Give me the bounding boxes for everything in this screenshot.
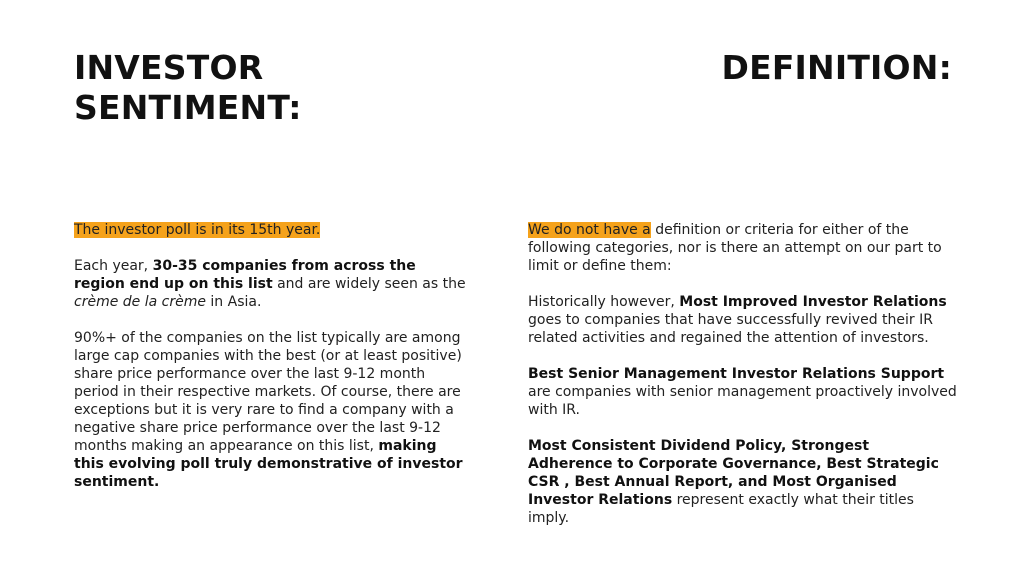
- senior-management-paragraph: [528, 365, 958, 419]
- text-span: definition or criteria for either of the following categories, nor is there an attempt on our part to limit or define them:: [528, 222, 942, 274]
- definition-title: DEFINITION:: [721, 48, 952, 87]
- text-span: represent exactly what their titles imply.: [528, 492, 914, 526]
- investor-sentiment-title: [74, 48, 302, 128]
- senior-management-bold: Best Senior Management Investor Relations Support: [528, 366, 945, 382]
- most-improved-paragraph: [528, 293, 958, 347]
- definition-column: [528, 221, 958, 545]
- text-span: in Asia.: [205, 294, 262, 310]
- title-line-2: SENTIMENT:: [74, 88, 302, 127]
- investor-sentiment-column: [74, 221, 469, 509]
- poll-age-paragraph: [74, 221, 469, 239]
- performance-paragraph: [74, 329, 469, 491]
- sentiment-bold: making this evolving poll truly demonstrative of investor sentiment.: [74, 438, 463, 490]
- most-improved-bold: Most Improved Investor Relations: [679, 294, 947, 310]
- companies-bold: 30-35 companies from across the region end up on this list: [74, 258, 416, 292]
- companies-paragraph: [74, 257, 469, 311]
- text-span: Each year,: [74, 258, 153, 274]
- no-definition-paragraph: [528, 221, 958, 275]
- poll-age-highlight: The investor poll is in its 15th year.: [74, 222, 321, 238]
- no-definition-highlight: We do not have a: [528, 222, 651, 238]
- text-span: and are widely seen as the: [272, 276, 466, 292]
- text-span: 90%+ of the companies on the list typically are among large cap companies with the best (or at least positive) share price performance over the last 9-12 month period in their respective markets. Of course, there are exceptions but it is very rare to find a company with a negative share price performance over the last 9-12 months making an appearance on this list,: [74, 330, 462, 454]
- text-span: Historically however,: [528, 294, 680, 310]
- text-span: are companies with senior management proactively involved with IR.: [528, 384, 957, 418]
- text-span: goes to companies that have successfully revived their IR related activities and regained the attention of investors.: [528, 312, 933, 346]
- creme-italic: crème de la crème: [74, 294, 206, 310]
- other-categories-paragraph: [528, 437, 958, 527]
- title-line-1: INVESTOR: [74, 48, 264, 87]
- other-categories-bold: Most Consistent Dividend Policy, Strongest Adherence to Corporate Governance, Best Strategic CSR , Best Annual Report, and Most Organised Investor Relations: [528, 438, 939, 508]
